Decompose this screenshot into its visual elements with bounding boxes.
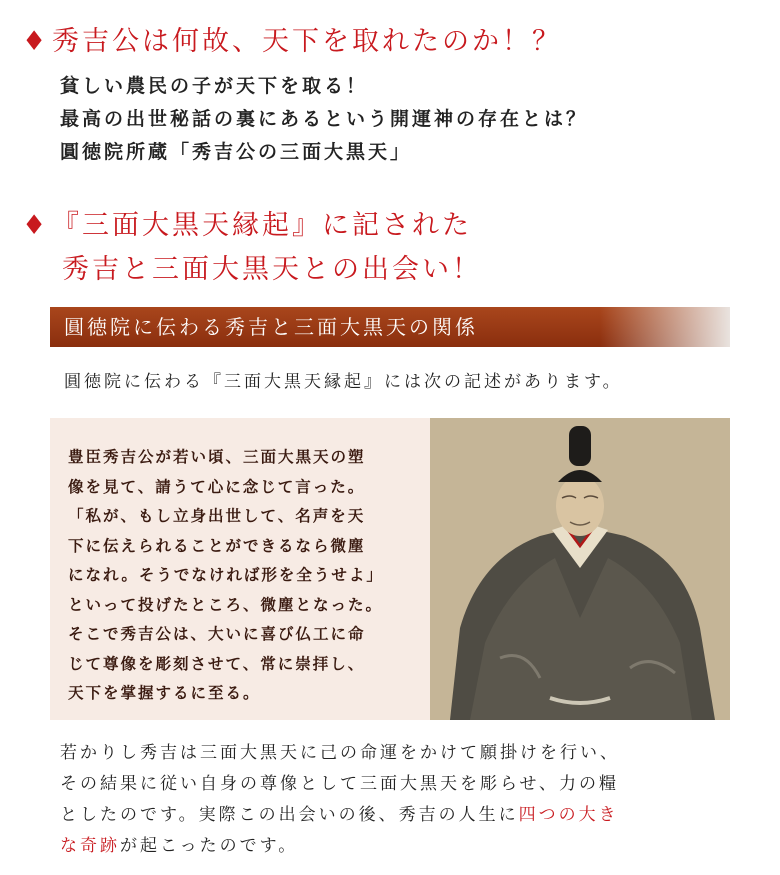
diamond-bullet-icon: ♦	[22, 26, 50, 57]
story-line: そこで秀吉公は、大いに喜び仏工に命	[68, 624, 366, 643]
diamond-bullet-icon: ♦	[22, 210, 50, 241]
story-line: 像を見て、請うて心に念じて言った。	[68, 476, 366, 496]
body-text-run: が起こったのです。	[120, 836, 299, 856]
intro-block	[60, 70, 588, 169]
hideyoshi-portrait-image	[430, 418, 730, 720]
intro-line: 最高の出世秘話の裏にあるという開運神の存在とは？	[60, 108, 589, 130]
story-line: じて尊像を彫刻させて、常に崇拝し、	[68, 653, 366, 673]
story-line: といって投げたところ、微塵となった。	[68, 594, 384, 614]
intro-line: 圓徳院所蔵「秀吉公の三面大黒天」	[60, 141, 413, 163]
highlight-text: な奇跡	[60, 836, 120, 856]
story-line: 豊臣秀吉公が若い頃、三面大黒天の塑	[68, 447, 366, 466]
body-line: 若かりし秀吉は三面大黒天に己の命運をかけて願掛けを行い、	[60, 743, 620, 763]
heading-text: 秀吉公は何故、天下を取れたのか！？	[52, 26, 562, 57]
story-line: になれ。そうでなければ形を全うせよ」	[68, 565, 384, 584]
heading-line-2: 秀吉と三面大黒天との出会い！	[62, 254, 482, 285]
heading-why-hideyoshi	[22, 20, 562, 64]
section-bar-title: 圓徳院に伝わる秀吉と三面大黒天の関係	[64, 315, 478, 339]
body-line	[60, 831, 740, 862]
intro-line: 貧しい農民の子が天下を取る！	[60, 75, 369, 97]
heading-encounter	[22, 204, 482, 292]
heading-line-1: 『三面大黒天縁起』に記された	[52, 210, 472, 241]
portrait-figure-icon	[430, 418, 730, 720]
story-panel	[50, 418, 730, 720]
body-line: その結果に従い自身の尊像として三面大黒天を彫らせ、力の糧	[60, 774, 619, 794]
story-line: 下に伝えられることができるなら微塵	[68, 535, 366, 555]
story-line: 「私が、もし立身出世して、名声を天	[68, 506, 366, 525]
story-text	[68, 442, 384, 708]
body-line	[60, 800, 740, 831]
story-line: 天下を掌握するに至る。	[68, 683, 261, 702]
body-paragraph	[60, 738, 740, 862]
lead-text: 圓徳院に伝わる『三面大黒天縁起』には次の記述があります。	[64, 372, 623, 392]
body-text-run: としたのです。実際この出会いの後、秀吉の人生に	[60, 805, 519, 825]
section-bar	[50, 307, 730, 347]
highlight-text: 四つの大き	[518, 805, 619, 825]
